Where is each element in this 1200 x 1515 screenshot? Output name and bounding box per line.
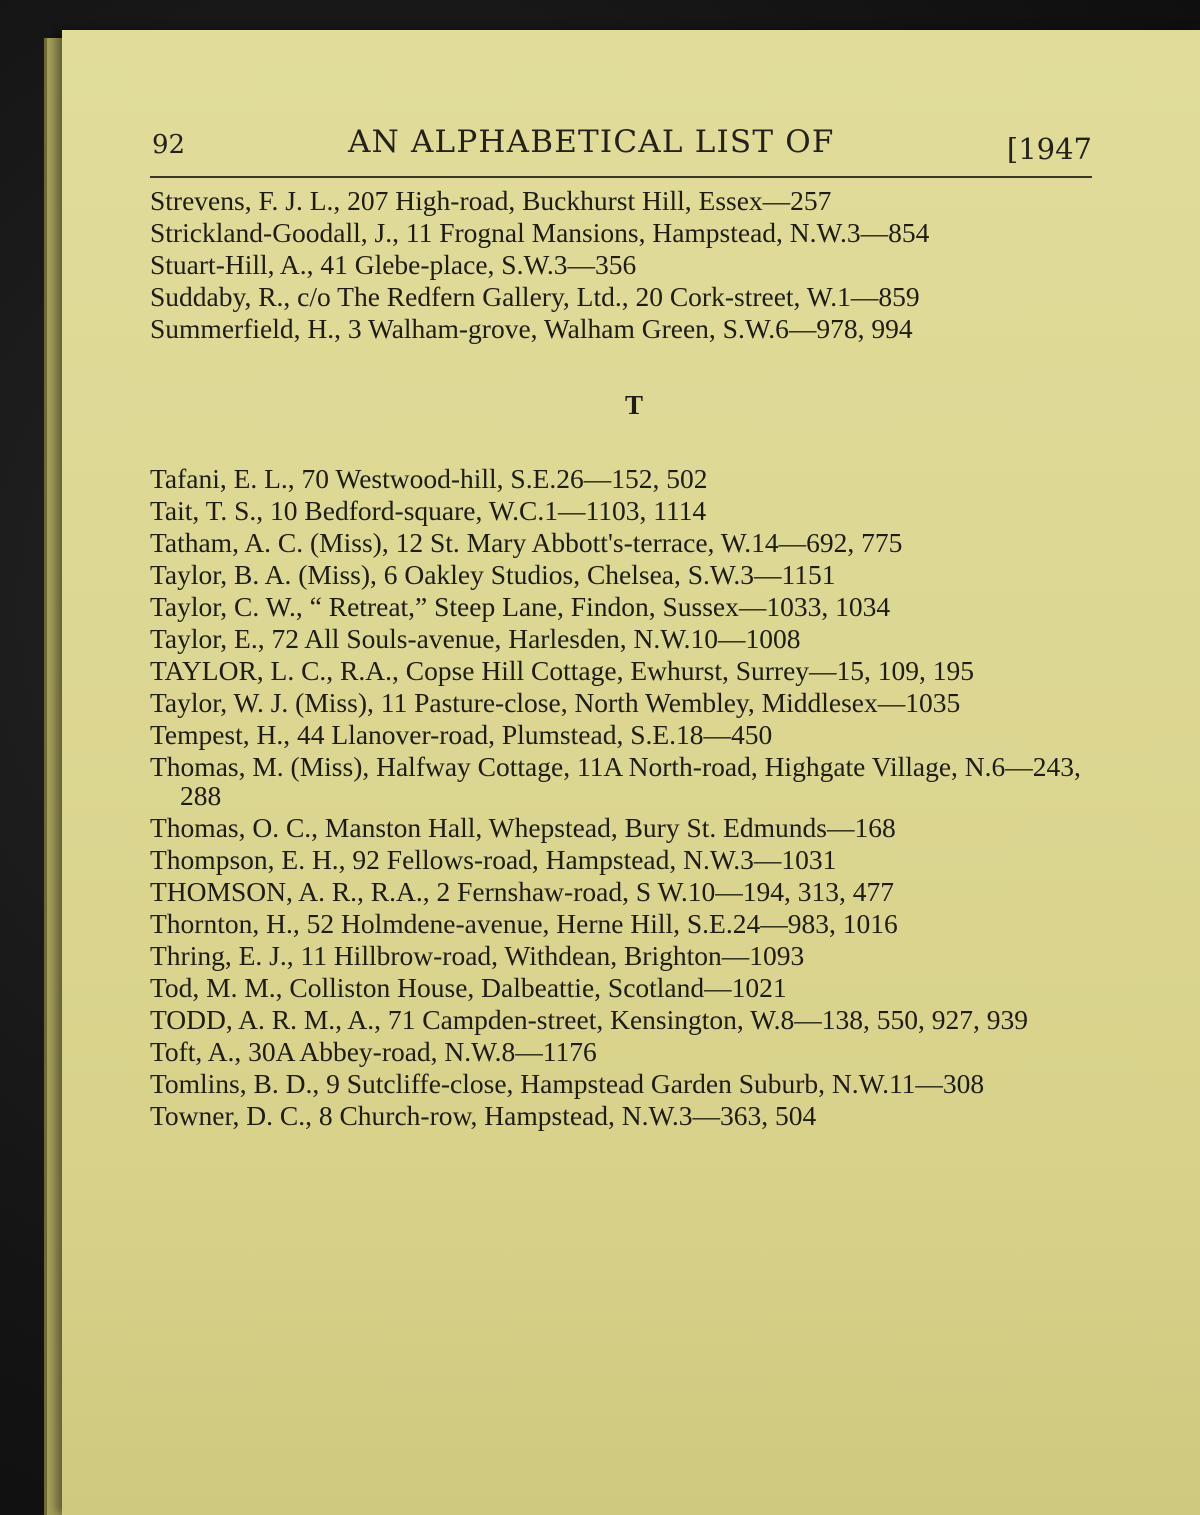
list-entry: Tatham, A. C. (Miss), 12 St. Mary Abbott's-terrace, W.14—692, 775	[150, 527, 903, 558]
list-entry: Tait, T. S., 10 Bedford-square, W.C.1—1103, 1114	[150, 495, 707, 526]
running-head	[152, 120, 1092, 168]
list-entry: Tod, M. M., Colliston House, Dalbeattie, Scotland—1021	[150, 972, 787, 1003]
list-entry: Taylor, B. A. (Miss), 6 Oakley Studios, Chelsea, S.W.3—1151	[150, 559, 836, 590]
list-entry: Stuart-Hill, A., 41 Glebe-place, S.W.3—356	[150, 249, 637, 280]
list-entry: Suddaby, R., c/o The Redfern Gallery, Ltd., 20 Cork-street, W.1—859	[150, 281, 920, 312]
list-entry: Thring, E. J., 11 Hillbrow-road, Withdean, Brighton—1093	[150, 940, 805, 971]
list-entry: Strickland-Goodall, J., 11 Frognal Mansions, Hampstead, N.W.3—854	[150, 217, 930, 248]
list-entry: Towner, D. C., 8 Church-row, Hampstead, N.W.3—363, 504	[150, 1100, 817, 1131]
list-entry: Thomas, M. (Miss), Halfway Cottage, 11A North-road, Highgate Village, N.6—243, 288	[150, 751, 1081, 811]
list-entry: THOMSON, A. R., R.A., 2 Fernshaw-road, S W.10—194, 313, 477	[150, 876, 895, 907]
list-entry: Toft, A., 30A Abbey-road, N.W.8—1176	[150, 1036, 597, 1067]
list-entry: Strevens, F. J. L., 207 High-road, Buckhurst Hill, Essex—257	[150, 185, 832, 216]
list-entry: Taylor, W. J. (Miss), 11 Pasture-close, North Wembley, Middlesex—1035	[150, 687, 961, 718]
page-number: 92	[152, 130, 186, 160]
section-heading-t: T	[624, 390, 643, 420]
list-entry: Tomlins, B. D., 9 Sutcliffe-close, Hampstead Garden Suburb, N.W.11—308	[150, 1068, 985, 1099]
list-entry: Summerfield, H., 3 Walham-grove, Walham Green, S.W.6—978, 994	[150, 313, 913, 344]
list-entry: Thornton, H., 52 Holmdene-avenue, Herne Hill, S.E.24—983, 1016	[150, 908, 898, 939]
year-marker: [1947	[1006, 132, 1092, 166]
list-entry: Tempest, H., 44 Llanover-road, Plumstead, S.E.18—450	[150, 719, 773, 750]
list-entry: Taylor, C. W., “ Retreat,” Steep Lane, Findon, Sussex—1033, 1034	[150, 591, 891, 622]
header-rule	[150, 176, 1092, 178]
list-entry: TODD, A. R. M., A., 71 Campden-street, Kensington, W.8—138, 550, 927, 939	[150, 1004, 1028, 1035]
list-entry: Taylor, E., 72 All Souls-avenue, Harlesden, N.W.10—1008	[150, 623, 801, 654]
list-entry: Thompson, E. H., 92 Fellows-road, Hampstead, N.W.3—1031	[150, 844, 837, 875]
list-entry: TAYLOR, L. C., R.A., Copse Hill Cottage, Ewhurst, Surrey—15, 109, 195	[150, 655, 975, 686]
list-entry: Thomas, O. C., Manston Hall, Whepstead, Bury St. Edmunds—168	[150, 812, 896, 843]
directory-list	[150, 186, 1090, 1133]
list-entry: Tafani, E. L., 70 Westwood-hill, S.E.26—152, 502	[150, 463, 708, 494]
page-title: AN ALPHABETICAL LIST OF	[348, 124, 835, 160]
